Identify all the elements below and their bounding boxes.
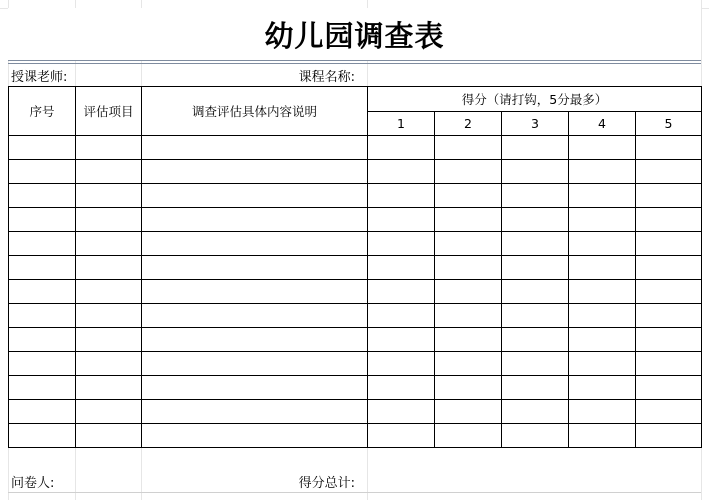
table-cell[interactable] <box>636 280 702 304</box>
total-score-label: 得分总计: <box>298 475 355 491</box>
table-cell[interactable] <box>142 136 368 160</box>
table-cell[interactable] <box>76 400 142 424</box>
table-cell[interactable] <box>569 208 636 232</box>
footer-divider <box>8 492 701 493</box>
table-cell[interactable] <box>569 304 636 328</box>
table-cell[interactable] <box>636 424 702 448</box>
table-cell[interactable] <box>569 352 636 376</box>
table-cell[interactable] <box>76 232 142 256</box>
table-row <box>9 208 702 232</box>
header-score-5: 5 <box>636 112 702 136</box>
table-cell[interactable] <box>9 280 76 304</box>
table-cell[interactable] <box>435 232 502 256</box>
table-cell[interactable] <box>142 232 368 256</box>
teacher-label: 授课老师: <box>11 69 68 85</box>
table-cell[interactable] <box>569 400 636 424</box>
table-cell[interactable] <box>9 304 76 328</box>
table-cell[interactable] <box>9 160 76 184</box>
table-cell[interactable] <box>569 160 636 184</box>
table-header-row <box>9 87 702 112</box>
table-cell[interactable] <box>569 256 636 280</box>
table-cell[interactable] <box>636 232 702 256</box>
table-cell[interactable] <box>368 184 435 208</box>
table-cell[interactable] <box>569 184 636 208</box>
table-cell[interactable] <box>502 256 569 280</box>
table-cell[interactable] <box>142 208 368 232</box>
survey-table <box>8 86 702 448</box>
table-cell[interactable] <box>569 328 636 352</box>
table-cell[interactable] <box>435 304 502 328</box>
header-description: 调查评估具体内容说明 <box>142 87 368 136</box>
table-cell[interactable] <box>502 352 569 376</box>
table-cell[interactable] <box>368 352 435 376</box>
table-cell[interactable] <box>435 136 502 160</box>
table-cell[interactable] <box>76 280 142 304</box>
table-cell[interactable] <box>502 400 569 424</box>
table-cell[interactable] <box>9 352 76 376</box>
table-cell[interactable] <box>76 184 142 208</box>
table-cell[interactable] <box>9 256 76 280</box>
table-row <box>9 328 702 352</box>
page-title: 幼儿园调查表 <box>8 8 701 60</box>
table-cell[interactable] <box>76 424 142 448</box>
table-cell[interactable] <box>76 208 142 232</box>
table-cell[interactable] <box>569 280 636 304</box>
table-cell[interactable] <box>636 376 702 400</box>
table-cell[interactable] <box>142 256 368 280</box>
table-cell[interactable] <box>9 400 76 424</box>
table-row <box>9 232 702 256</box>
table-cell[interactable] <box>502 160 569 184</box>
table-cell[interactable] <box>368 256 435 280</box>
table-cell[interactable] <box>368 304 435 328</box>
table-cell[interactable] <box>569 376 636 400</box>
table-cell[interactable] <box>76 160 142 184</box>
table-cell[interactable] <box>502 232 569 256</box>
table-cell[interactable] <box>569 136 636 160</box>
table-cell[interactable] <box>76 136 142 160</box>
header-score-1: 1 <box>368 112 435 136</box>
table-cell[interactable] <box>636 352 702 376</box>
table-cell[interactable] <box>9 376 76 400</box>
table-cell[interactable] <box>636 400 702 424</box>
table-cell[interactable] <box>502 304 569 328</box>
title-divider <box>8 60 701 61</box>
table-cell[interactable] <box>435 352 502 376</box>
table-cell[interactable] <box>435 400 502 424</box>
table-cell[interactable] <box>76 352 142 376</box>
table-cell[interactable] <box>142 424 368 448</box>
table-cell[interactable] <box>636 160 702 184</box>
table-row <box>9 304 702 328</box>
table-cell[interactable] <box>435 184 502 208</box>
table-cell[interactable] <box>142 328 368 352</box>
table-cell[interactable] <box>435 280 502 304</box>
table-row <box>9 424 702 448</box>
table-cell[interactable] <box>636 136 702 160</box>
table-cell[interactable] <box>9 328 76 352</box>
table-cell[interactable] <box>636 208 702 232</box>
table-row <box>9 136 702 160</box>
table-cell[interactable] <box>9 232 76 256</box>
table-cell[interactable] <box>636 304 702 328</box>
table-cell[interactable] <box>368 424 435 448</box>
table-cell[interactable] <box>9 136 76 160</box>
table-cell[interactable] <box>502 280 569 304</box>
table-cell[interactable] <box>636 328 702 352</box>
table-cell[interactable] <box>435 328 502 352</box>
table-cell[interactable] <box>142 184 368 208</box>
table-cell[interactable] <box>142 280 368 304</box>
table-cell[interactable] <box>142 400 368 424</box>
header-score-4: 4 <box>569 112 636 136</box>
table-cell[interactable] <box>636 256 702 280</box>
header-index: 序号 <box>9 87 76 136</box>
table-row <box>9 352 702 376</box>
table-cell[interactable] <box>9 208 76 232</box>
table-row <box>9 184 702 208</box>
table-cell[interactable] <box>368 160 435 184</box>
table-cell[interactable] <box>502 184 569 208</box>
table-cell[interactable] <box>435 160 502 184</box>
table-cell[interactable] <box>502 136 569 160</box>
table-row <box>9 280 702 304</box>
table-cell[interactable] <box>142 304 368 328</box>
table-cell[interactable] <box>76 376 142 400</box>
header-score-group: 得分（请打钩，5分最多） <box>368 87 702 112</box>
header-score-2: 2 <box>435 112 502 136</box>
table-row <box>9 256 702 280</box>
table-cell[interactable] <box>368 280 435 304</box>
table-cell[interactable] <box>636 184 702 208</box>
table-cell[interactable] <box>368 232 435 256</box>
header-item: 评估项目 <box>76 87 142 136</box>
table-cell[interactable] <box>569 232 636 256</box>
table-cell[interactable] <box>9 184 76 208</box>
respondent-label: 问卷人: <box>11 475 55 491</box>
total-score-value-cell[interactable] <box>367 470 701 492</box>
header-score-3: 3 <box>502 112 569 136</box>
table-cell[interactable] <box>76 304 142 328</box>
table-cell[interactable] <box>368 136 435 160</box>
table-row <box>9 376 702 400</box>
table-cell[interactable] <box>435 424 502 448</box>
table-cell[interactable] <box>569 424 636 448</box>
table-cell[interactable] <box>368 376 435 400</box>
table-cell[interactable] <box>435 376 502 400</box>
table-cell[interactable] <box>435 256 502 280</box>
table-cell[interactable] <box>142 352 368 376</box>
table-cell[interactable] <box>142 376 368 400</box>
table-cell[interactable] <box>142 160 368 184</box>
table-row <box>9 160 702 184</box>
table-cell[interactable] <box>502 424 569 448</box>
table-cell[interactable] <box>76 256 142 280</box>
table-cell[interactable] <box>76 328 142 352</box>
course-label: 课程名称: <box>298 69 355 85</box>
table-cell[interactable] <box>368 328 435 352</box>
table-cell[interactable] <box>502 376 569 400</box>
table-cell[interactable] <box>368 400 435 424</box>
table-cell[interactable] <box>368 208 435 232</box>
table-row <box>9 400 702 424</box>
table-cell[interactable] <box>502 208 569 232</box>
table-cell[interactable] <box>502 328 569 352</box>
course-value-cell[interactable] <box>367 64 701 86</box>
table-cell[interactable] <box>9 424 76 448</box>
table-cell[interactable] <box>435 208 502 232</box>
